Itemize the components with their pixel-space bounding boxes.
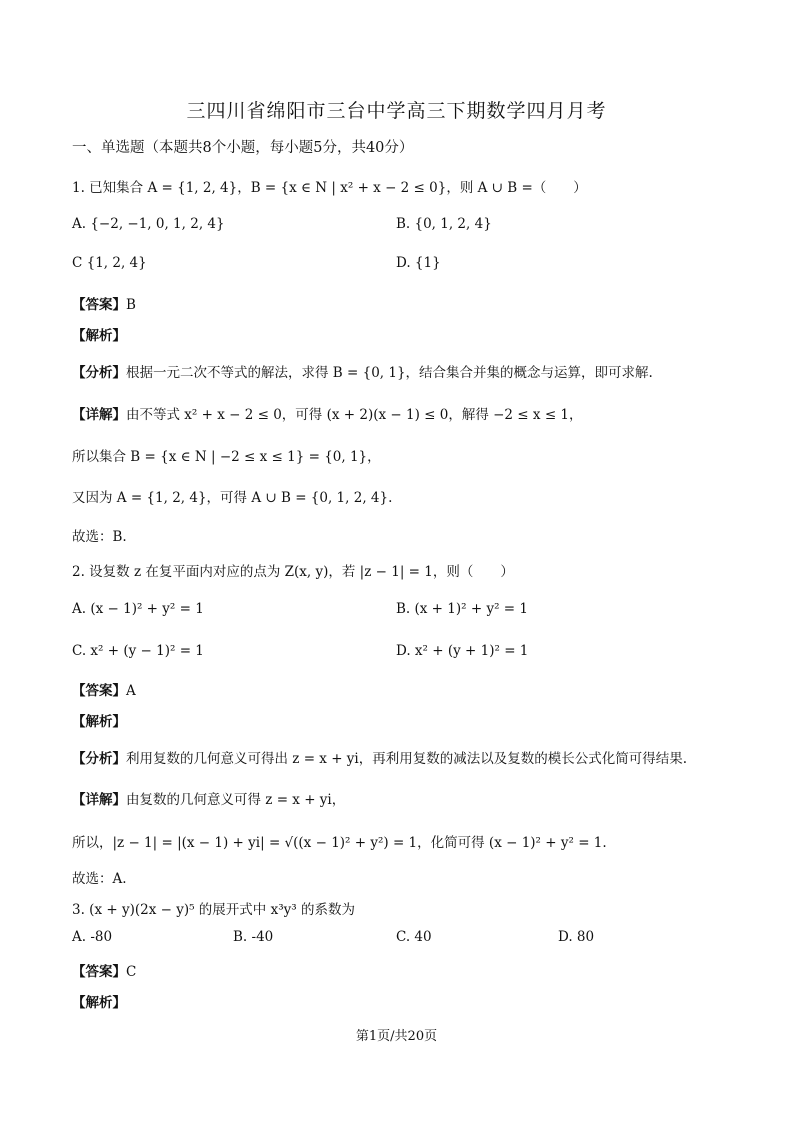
q1-stem: 1. 已知集合 A = {1, 2, 4}，B = {x ∈ N | x² + x − 2 ≤ 0}，则 A ∪ B =（ ） [72, 180, 587, 196]
q1-answer [72, 293, 136, 313]
q2-stem: 2. 设复数 z 在复平面内对应的点为 Z(x, y)，若 |z − 1| = 1，则（ ） [72, 564, 514, 580]
detail-text: 由不等式 x² + x − 2 ≤ 0，可得 (x + 2)(x − 1) ≤ 0，解得 −2 ≤ x ≤ 1， [126, 407, 583, 423]
q1-option-b: B. {0, 1, 2, 4} [396, 216, 492, 232]
q1-detail [72, 403, 583, 423]
q1-jiexi: 【解析】 [72, 328, 126, 344]
answer-value: B [126, 297, 136, 313]
analysis-tag: 【分析】 [72, 365, 126, 381]
section-heading: 一、单选题（本题共8个小题，每小题5分，共40分） [72, 140, 414, 156]
page-title: 三四川省绵阳市三台中学高三下期数学四月月考 [186, 100, 607, 122]
q3-option-d: D. 80 [558, 929, 595, 945]
q1-option-d: D. {1} [396, 255, 441, 271]
answer-tag: 【答案】 [72, 683, 126, 699]
q3-option-c: C. 40 [396, 929, 432, 945]
q3-stem: 3. (x + y)(2x − y)⁵ 的展开式中 x³y³ 的系数为 [72, 902, 355, 918]
q3-jiexi: 【解析】 [72, 995, 126, 1011]
q1-detail-2: 所以集合 B = {x ∈ N | −2 ≤ x ≤ 1} = {0, 1}， [72, 449, 381, 465]
answer-tag: 【答案】 [72, 964, 126, 980]
q2-option-d: D. x² + (y + 1)² = 1 [396, 643, 529, 659]
q2-option-b: B. (x + 1)² + y² = 1 [396, 601, 528, 617]
detail-tag: 【详解】 [72, 407, 126, 423]
q1-option-a: A. {−2, −1, 0, 1, 2, 4} [72, 216, 225, 232]
q2-answer [72, 679, 136, 699]
detail-text: 由复数的几何意义可得 z = x + yi， [126, 792, 346, 808]
analysis-text: 根据一元二次不等式的解法，求得 B = {0, 1}，结合集合并集的概念与运算，即可求解. [126, 365, 653, 381]
answer-tag: 【答案】 [72, 297, 126, 313]
q2-analysis [72, 747, 687, 767]
analysis-tag: 【分析】 [72, 751, 126, 767]
q1-analysis [72, 361, 653, 381]
q1-option-c: C {1, 2, 4} [72, 255, 147, 271]
detail-tag: 【详解】 [72, 792, 126, 808]
q1-choose: 故选：B. [72, 529, 127, 545]
q2-detail-2: 所以，|z − 1| = |(x − 1) + yi| = √((x − 1)² + y²) = 1，化简可得 (x − 1)² + y² = 1. [72, 835, 607, 851]
q3-option-a: A. -80 [72, 929, 113, 945]
q2-option-c: C. x² + (y − 1)² = 1 [72, 643, 204, 659]
answer-value: A [126, 683, 136, 699]
q3-option-b: B. -40 [233, 929, 274, 945]
q1-detail-3: 又因为 A = {1, 2, 4}，可得 A ∪ B = {0, 1, 2, 4}. [72, 490, 393, 506]
analysis-text: 利用复数的几何意义可得出 z = x + yi，再利用复数的减法以及复数的模长公式化简可得结果. [126, 751, 688, 767]
q2-jiexi: 【解析】 [72, 714, 126, 730]
q3-answer [72, 960, 136, 980]
q2-choose: 故选：A. [72, 871, 127, 887]
page-footer: 第1页/共20页 [355, 1029, 438, 1044]
q2-detail [72, 788, 345, 808]
answer-value: C [126, 964, 137, 980]
q2-option-a: A. (x − 1)² + y² = 1 [72, 601, 204, 617]
